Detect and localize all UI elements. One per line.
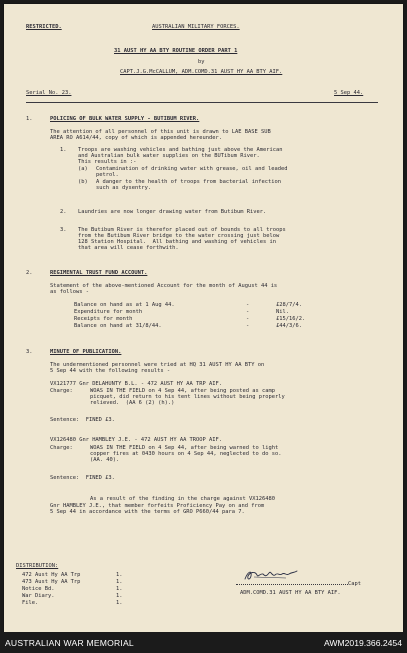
archive-footer bbox=[0, 632, 407, 653]
paragraph-line: as follows - bbox=[50, 289, 89, 295]
distribution-recipient: 472 Aust Hy AA Trp bbox=[22, 572, 81, 578]
section-heading: REGIMENTAL TRUST FUND ACCOUNT. bbox=[50, 270, 148, 276]
account-dash: - bbox=[246, 316, 250, 322]
charge-line: WOAS IN THE FIELD on 4 Sep 44, after being posted as camp bbox=[90, 388, 275, 394]
distribution-recipient: File. bbox=[22, 600, 39, 606]
handwritten-signature bbox=[242, 567, 300, 583]
section-heading: POLICING OF BULK WATER SUPPLY - BUTIBUM RIVER. bbox=[50, 116, 200, 122]
charge-label: Charge: bbox=[50, 388, 73, 394]
account-amount: Nil. bbox=[276, 309, 289, 315]
paragraph-line: The attention of all personnel of this unit is drawn to LAE BASE SUB bbox=[50, 129, 271, 135]
charge-label: Charge: bbox=[50, 445, 73, 451]
classification-marking: RESTRICTED. bbox=[26, 24, 62, 30]
charge-line: relieved. (AA 6 (2) (h).) bbox=[90, 400, 175, 406]
account-dash: - bbox=[246, 309, 250, 315]
distribution-count: 1. bbox=[116, 579, 123, 585]
header-rule bbox=[26, 102, 378, 103]
paragraph-line: 5 Sep 44 with the following results - bbox=[50, 368, 171, 374]
paragraph-line: 5 Sep 44 in accordance with the terms of GRO P660/44 para 7. bbox=[50, 509, 245, 515]
sentence-line: Sentence: FINED £3. bbox=[50, 475, 115, 481]
accused-name: VX126480 Gnr HAMBLEY J.E. - 472 AUST HY AA TROOP AIF. bbox=[50, 437, 223, 443]
section-number: 3. bbox=[26, 349, 33, 355]
distribution-count: 1. bbox=[116, 600, 123, 606]
distribution-recipient: 473 Aust Hy AA Trp bbox=[22, 579, 81, 585]
paragraph-line: A danger to the health of troops from bacterial infection bbox=[96, 179, 281, 185]
order-title: 31 AUST HY AA BTY ROUTINE ORDER PART 1 bbox=[114, 48, 238, 54]
document-page bbox=[4, 4, 403, 632]
serial-number: Serial No. 23. bbox=[26, 90, 72, 96]
item-number: 1. bbox=[60, 147, 67, 153]
distribution-recipient: Notice Bd. bbox=[22, 586, 55, 592]
paragraph-line: Troops are washing vehicles and bathing just above the American bbox=[78, 147, 283, 153]
paragraph-line: Laundries are now longer drawing water from Butibum River. bbox=[78, 209, 267, 215]
distribution-count: 1. bbox=[116, 593, 123, 599]
paragraph-line: Statement of the above-mentioned Account for the month of August 44 is bbox=[50, 283, 278, 289]
account-label: Expenditure for month bbox=[74, 309, 143, 315]
charge-line: (AA. 40). bbox=[90, 457, 120, 463]
paragraph-line: that area will cease forthwith. bbox=[78, 245, 179, 251]
sub-item-label: (a) bbox=[78, 166, 88, 172]
signatory-rank: Capt bbox=[348, 581, 361, 587]
paragraph-line: and Australian bulk water supplies on the BUTibum River. bbox=[78, 153, 260, 159]
footer-institution: AUSTRALIAN WAR MEMORIAL bbox=[5, 638, 134, 648]
charge-line: picquet, did return to his tent lines without being properly bbox=[90, 394, 285, 400]
distribution-count: 1. bbox=[116, 572, 123, 578]
paragraph-line: Gnr HAMBLEY J.E., that member forfeits Proficiency Pay on and from bbox=[50, 503, 265, 509]
footer-accession-number: AWM2019.366.2454 bbox=[323, 638, 402, 648]
item-number: 2. bbox=[60, 209, 67, 215]
paragraph-line: such as dysentry. bbox=[96, 185, 152, 191]
paragraph-line: The Butibum River is therefor placed out of bounds to all troops bbox=[78, 227, 286, 233]
paragraph-line: from the Butibum River bridge to the water crossing just below bbox=[78, 233, 280, 239]
by-line: by bbox=[198, 59, 205, 65]
paragraph-line: The undermentioned personnel were tried at HQ 31 AUST HY AA BTY on bbox=[50, 362, 265, 368]
signatory-appointment: ADM.COMD.31 AUST HY AA BTY AIF. bbox=[240, 590, 341, 596]
paragraph-line: This results in :- bbox=[78, 159, 137, 165]
distribution-count: 1. bbox=[116, 586, 123, 592]
paragraph-line: petrol. bbox=[96, 172, 119, 178]
section-number: 1. bbox=[26, 116, 33, 122]
section-heading: MINUTE OF PUBLICATION. bbox=[50, 349, 122, 355]
account-dash: - bbox=[246, 323, 250, 329]
section-number: 2. bbox=[26, 270, 33, 276]
paragraph-line: Contamination of drinking water with grease, oil and leaded bbox=[96, 166, 288, 172]
distribution-recipient: War Diary. bbox=[22, 593, 55, 599]
account-label: Receipts for month bbox=[74, 316, 133, 322]
signature-line bbox=[236, 584, 348, 585]
account-amount: £28/7/4. bbox=[276, 302, 302, 308]
charge-line: WOAS IN THE FIELD on 4 Sep 44, after being warned to light bbox=[90, 445, 279, 451]
commander-line: CAPT.J.G.McCALLUM, ADM.COMD.31 AUST HY AA BTY AIF. bbox=[120, 69, 283, 75]
item-number: 3. bbox=[60, 227, 67, 233]
order-date: 5 Sep 44. bbox=[334, 90, 364, 96]
paragraph-line: As a result of the finding in the charge against VX126480 bbox=[90, 496, 275, 502]
sentence-line: Sentence: FINED £3. bbox=[50, 417, 115, 423]
distribution-heading: DISTRIBUTION: bbox=[16, 563, 59, 569]
account-amount: £44/3/6. bbox=[276, 323, 302, 329]
account-dash: - bbox=[246, 302, 250, 308]
account-label: Balance on hand at 31/8/44. bbox=[74, 323, 162, 329]
account-label: Balance on hand as at 1 Aug 44. bbox=[74, 302, 175, 308]
sub-item-label: (b) bbox=[78, 179, 88, 185]
force-heading: AUSTRALIAN MILITARY FORCES. bbox=[152, 24, 240, 30]
accused-name: VX121777 Gnr DELAHUNTY B.L. - 472 AUST HY AA TRP AIF. bbox=[50, 381, 223, 387]
charge-line: copper fires at 0430 hours on 4 Sep 44, neglected to do so. bbox=[90, 451, 282, 457]
paragraph-line: 128 Station Hospital. All bathing and washing of vehicles in bbox=[78, 239, 276, 245]
paragraph-line: AREA RO A614/44, copy of which is appended hereunder. bbox=[50, 135, 223, 141]
account-amount: £15/16/2. bbox=[276, 316, 306, 322]
